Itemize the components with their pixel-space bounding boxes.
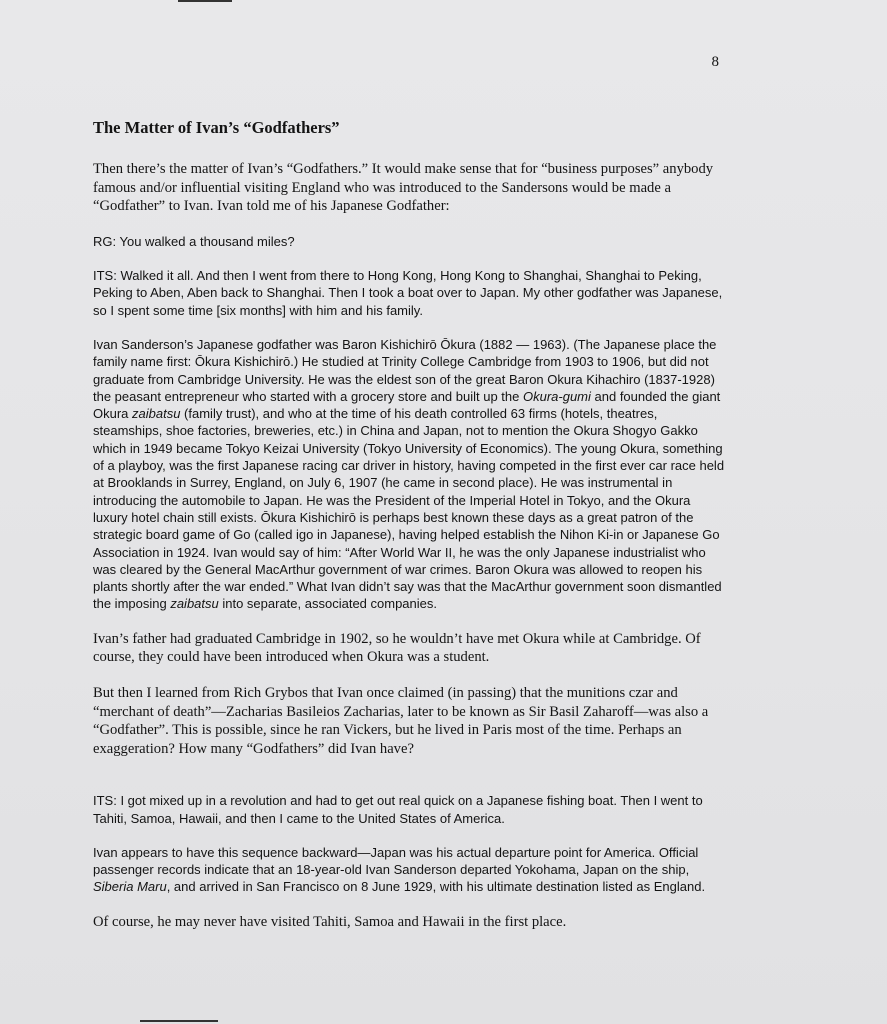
closing-paragraph: Of course, he may never have visited Tahiti, Samoa and Hawaii in the first place. — [93, 913, 567, 930]
okura-paragraph: Ivan Sanderson’s Japanese godfather was Baron Kishichirō Ōkura (1882 — 1963). (The Japanese place the family name first: Ōkura Kishichirō.) He studied at Trinity College Cambridge from 1903 to 1906, but did not graduate from Cambridge University. He was the eldest son of the great Baron Okura Kihachiro (1837-1928) the peasant entrepreneur who started with a grocery store and built up the Okura-gumi and founded the giant Okura zaibatsu (family trust), and who at the time of his death controlled 63 firms (hotels, theatres, steamships, shoe factories, breweries, etc.) in China and Japan, not to mention the Okura Shogyo Gakko which in 1949 became Tokyo Keizai University (Tokyo University of Economics). The young Okura, something of a playboy, was the first Japanese racing car driver in history, having competed in the first ever car race held at Brooklands in Surrey, England, on July 6, 1907 (he came in second place). He was instrumental in introducing the automobile to Japan. He was the President of the Imperial Hotel in Tokyo, and the Okura luxury hotel chain still exists. Ōkura Kishichirō is perhaps best known these days as a great patron of the strategic board game of Go (called igo in Japanese), having helped establish the Nihon Ki-in or Japanese Go Association in 1924. Ivan would say of him: “After World War II, he was the only Japanese industrialist who was cleared by the General MacArthur government of war crimes. Baron Okura was allowed to reopen his plants shortly after the war ended.” What Ivan didn’t say was that the MacArthur government soon dismantled the imposing zaibatsu into separate, associated companies. — [93, 336, 725, 612]
zaharoff-paragraph: But then I learned from Rich Grybos that Ivan once claimed (in passing) that the munitions czar and “merchant of death”—Zacharias Basileios Zacharias, later to be known as Sir Basil Zaharoff—was also a “Godfather”. This is possible, since he ran Vickers, but he lived in Paris most of the time. Perhaps an exaggeration? How many “Godfathers” did Ivan have? — [93, 684, 709, 757]
bottom-edge-mark — [140, 1020, 218, 1022]
father-paragraph: Ivan’s father had graduated Cambridge in 1902, so he wouldn’t have met Okura while at Cambridge. Of course, they could have been introduced when Okura was a student. — [93, 630, 701, 666]
sequence-paragraph: Ivan appears to have this sequence backward—Japan was his actual departure point for America. Official passenger records indicate that an 18-year-old Ivan Sanderson departed Yokohama, Japan on the ship, Siberia Maru, and arrived in San Francisco on 8 June 1929, with his ultimate destination listed as England. — [93, 844, 706, 895]
section-heading: The Matter of Ivan’s “Godfathers” — [93, 118, 340, 137]
interview-question: RG: You walked a thousand miles? — [93, 233, 295, 249]
interview-answer-2: ITS: I got mixed up in a revolution and had to get out real quick on a Japanese fishing boat. Then I went to Tahiti, Samoa, Hawaii, and then I came to the United States of America. — [93, 793, 703, 826]
top-edge-mark — [178, 0, 232, 2]
intro-paragraph: Then there’s the matter of Ivan’s “Godfathers.” It would make sense that for “business purposes” anybody famous and/or influential visiting England who was introduced to the Sandersons would be made a “Godfather” to Ivan. Ivan told me of his Japanese Godfather: — [93, 161, 714, 215]
page-content — [93, 118, 725, 931]
interview-answer-1: ITS: Walked it all. And then I went from there to Hong Kong, Hong Kong to Shanghai, Shanghai to Peking, Peking to Aben, Aben back to Shanghai. Then I took a boat over to Japan. My other godfather was Japanese, so I spent some time [six months] with him and his family. — [93, 268, 723, 318]
page-number: 8 — [711, 54, 719, 70]
